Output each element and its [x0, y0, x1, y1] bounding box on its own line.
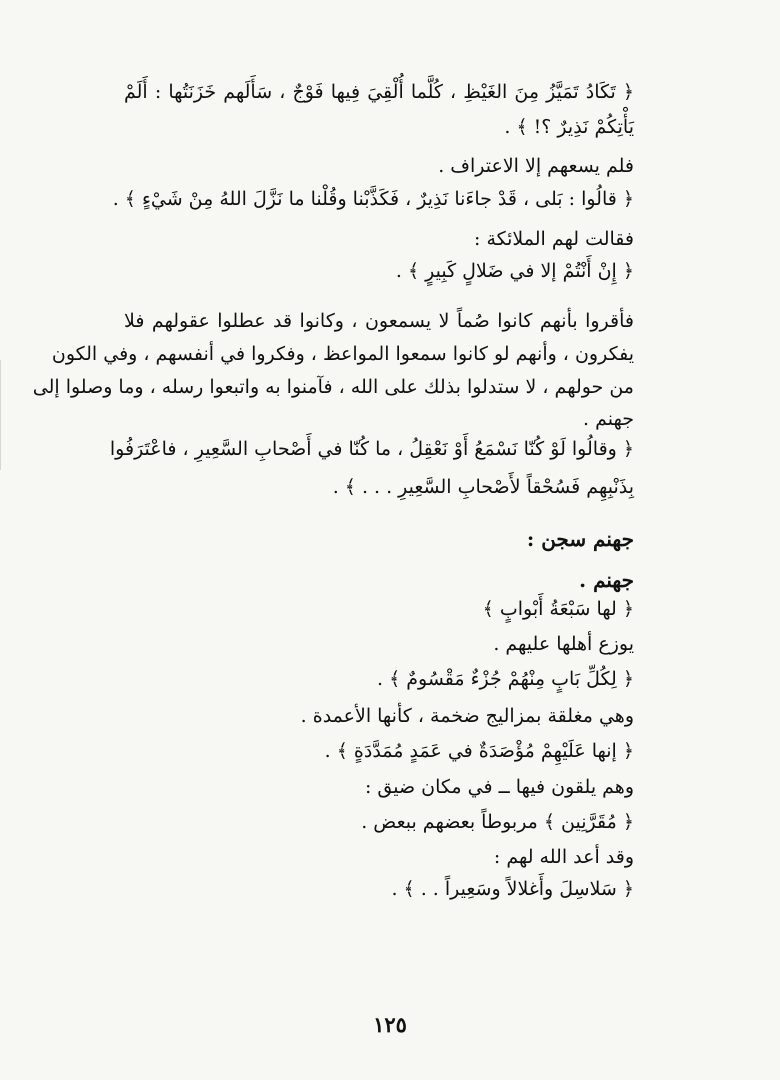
page-body [32, 0, 634, 1080]
page-number: ١٢٥ [373, 1012, 407, 1037]
paragraph-line: من حولهم ، لا ستدلوا بذلك على الله ، فآمنوا به واتبعوا رسله ، وما وصلوا إلى [32, 376, 634, 398]
paragraph-line: جهنم . [583, 408, 634, 430]
text-line: وهي مغلقة بمزاليج ضخمة ، كأنها الأعمدة . [300, 705, 634, 727]
verse-line: يَأْتِكُمْ نَذِيرٌ ؟! ﴾ . [504, 116, 634, 138]
verse-line: ﴿ سَلاسِلَ وأَغلالاً وسَعِيراً . . ﴾ . [391, 878, 634, 900]
text-line: وقد أعد الله لهم : [493, 846, 634, 868]
verse-line: بِذَنْبِهِم فَسُحْقاً لأَصْحابِ السَّعِيرِ . . . ﴾ . [332, 476, 634, 498]
page-edge-shadow [0, 360, 1, 470]
verse-line: ﴿ قالُوا : بَلى ، قَدْ جاءَنا نَذِيرٌ ، فَكَذَّبْنا وقُلْنا ما نَزَّلَ اللهُ مِنْ شَيْءٍ ﴾ . [112, 188, 634, 210]
verse-line: ﴿ وقالُوا لَوْ كُنّا نَسْمَعُ أَوْ نَعْقِلُ ، ما كُنّا في أَصْحابِ السَّعِيرِ ، فاعْتَرَفُوا [109, 438, 634, 460]
verse-line: ﴿ إِنْ أَنْتُمْ إلا في ضَلالٍ كَبِيرٍ ﴾ . [395, 260, 634, 282]
verse-line: ﴿ مُقَرَّنِين ﴾ مربوطاً بعضهم ببعض . [361, 811, 634, 833]
verse-line: ﴿ لها سَبْعَةُ أَبْوابٍ ﴾ [482, 598, 634, 620]
verse-line: ﴿ لِكُلِّ بَابٍ مِنْهُمْ جُزْءٌ مَقْسُومٌ ﴾ . [376, 668, 634, 690]
text-line: فلم يسعهم إلا الاعتراف . [438, 155, 634, 177]
verse-line: ﴿ إنها عَلَيْهِمْ مُؤْصَدَةٌ في عَمَدٍ مُمَدَّدَةٍ ﴾ . [324, 740, 634, 762]
text-line: فقالت لهم الملائكة : [474, 228, 634, 250]
section-heading: جهنم سجن : [526, 527, 634, 551]
text-line: يوزع أهلها عليهم . [493, 633, 634, 655]
verse-line: ﴿ تَكَادُ تَمَيَّزُ مِنَ الغَيْظِ ، كُلَّما أُلْقِيَ فِيها فَوْجٌ ، سَأَلَهم خَزَنَتُها : أَلَمْ [124, 81, 634, 103]
paragraph-line: يفكرون ، وأنهم لو كانوا سمعوا المواعظ ، وفكروا في أنفسهم ، وفي الكون [51, 343, 634, 365]
text-line: وهم يلقون فيها ــ في مكان ضيق : [364, 776, 634, 798]
paragraph-line: فأقروا بأنهم كانوا صُماً لا يسمعون ، وكانوا قد عطلوا عقولهم فلا [124, 310, 634, 332]
subheading: جهنم . [579, 568, 634, 592]
